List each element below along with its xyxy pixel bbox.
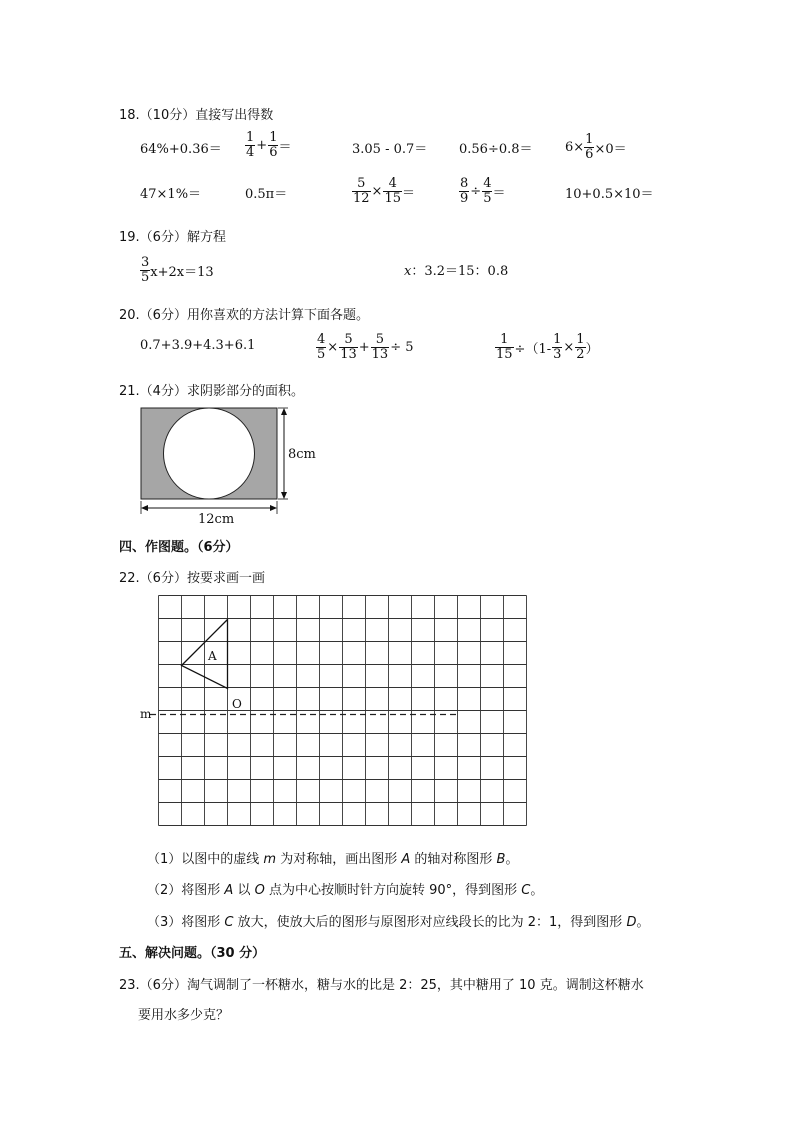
q20-e3: $\frac{1}{15}$ ÷（1- $\frac{1}{3}$ × $\frac{1}{2}$ ）	[496, 332, 599, 362]
fraction: $\frac{5}{13}$	[371, 332, 389, 362]
q21-title: 21.（4分）求阴影部分的面积。	[119, 384, 304, 399]
q18-r1-a: 64%+0.36＝	[140, 142, 222, 157]
fraction: $\frac{1}{15}$	[496, 332, 513, 362]
fraction: $\frac{1}{4}$	[246, 130, 255, 160]
drawing-grid	[150, 590, 540, 840]
q18-r2-c: $\frac{5}{12}$ × $\frac{4}{15}$ ＝	[353, 176, 416, 206]
q18-r2-d: $\frac{8}{9}$ ÷ $\frac{4}{5}$ ＝	[460, 176, 506, 206]
fraction: $\frac{1}{3}$	[553, 332, 562, 362]
fraction: $\frac{4}{5}$	[317, 332, 326, 362]
q19-eq2: x：3.2＝15：0.8	[404, 264, 509, 279]
q19-title: 19.（6分）解方程	[119, 230, 226, 245]
fraction: $\frac{5}{13}$	[340, 332, 357, 362]
q18-r1-d: 0.56÷0.8＝	[459, 142, 533, 157]
q22-sub1: （1）以图中的虚线 m 为对称轴，画出图形 A 的轴对称图形 B。	[147, 852, 519, 867]
section-5-heading: 五、解决问题。（30 分）	[119, 946, 266, 961]
q19-eq1: $\frac{3}{5}$ x+2x＝13	[141, 255, 214, 285]
height-label: 8cm	[288, 447, 316, 462]
q18-r1-b: $\frac{1}{4}$ + $\frac{1}{6}$ ＝	[246, 130, 292, 160]
white-circle	[164, 408, 255, 499]
q23-line2: 要用水多少克？	[138, 1008, 230, 1023]
q18-r2-a: 47×1%＝	[140, 187, 202, 202]
q23-line1: 23.（6分）淘气调制了一杯糖水，糖与水的比是 2：25，其中糖用了 10 克。调制这杯糖水	[119, 978, 644, 993]
triangle-a-label: A	[208, 649, 217, 663]
q18-r2-b: 0.5π＝	[245, 187, 288, 202]
q22-sub3: （3）将图形 C 放大，使放大后的图形与原图形对应线段长的比为 2：1，得到图形 D。	[147, 915, 650, 930]
fraction: $\frac{4}{5}$	[483, 176, 492, 206]
q20-e2: $\frac{4}{5}$ × $\frac{5}{13}$ + $\frac{5}{13}$ ÷ 5	[317, 332, 414, 362]
fraction: $\frac{1}{6}$	[269, 130, 278, 160]
section-4-heading: 四、作图题。（6分）	[119, 540, 239, 555]
q18-r2-e: 10+0.5×10＝	[565, 187, 654, 202]
q18-r1-c: 3.05 - 0.7＝	[352, 142, 428, 157]
q20-e1: 0.7+3.9+4.3+6.1	[140, 338, 256, 353]
shaded-area-figure	[130, 400, 330, 525]
point-o-label: O	[232, 697, 242, 711]
fraction: $\frac{1}{2}$	[576, 332, 585, 362]
fraction: $\frac{5}{12}$	[353, 176, 370, 206]
q18-title: 18.（10分）直接写出得数	[119, 108, 274, 123]
fraction: $\frac{8}{9}$	[460, 176, 469, 206]
q20-title: 20.（6分）用你喜欢的方法计算下面各题。	[119, 308, 369, 323]
q18-r1-e: 6× $\frac{1}{6}$ ×0＝	[565, 132, 627, 162]
fraction: $\frac{1}{6}$	[585, 132, 594, 162]
fraction: $\frac{3}{5}$	[141, 255, 150, 285]
q22-sub2: （2）将图形 A 以 O 点为中心按顺时针方向旋转 90°，得到图形 C。	[147, 883, 544, 898]
q22-title: 22.（6分）按要求画一画	[119, 571, 265, 586]
axis-m-label: m	[140, 707, 152, 721]
fraction: $\frac{4}{15}$	[384, 176, 401, 206]
width-label: 12cm	[198, 512, 235, 527]
